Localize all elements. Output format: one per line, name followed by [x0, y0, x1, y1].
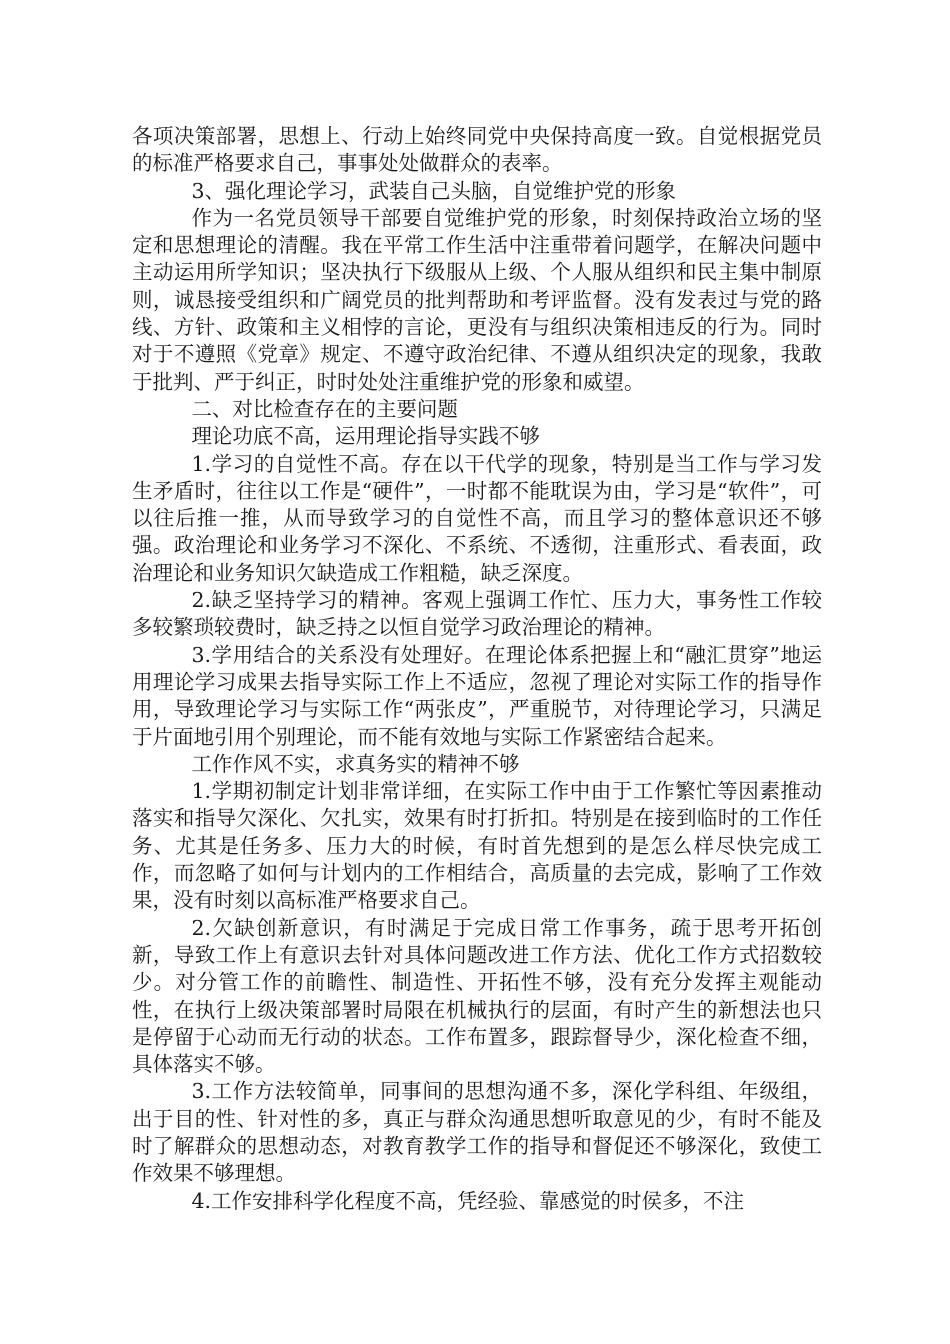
paragraph-1: 各项决策部署，思想上、行动上始终同党中央保持高度一致。自觉根据党员的标准严格要求自己，事事处处做群众的表率。 — [132, 124, 822, 176]
paragraph-work-4: 4.工作安排科学化程度不高，凭经验、靠感觉的时侯多，不注 — [191, 1188, 744, 1213]
paragraph-2: 作为一名党员领导干部要自觉维护党的形象，时刻保持政治立场的坚定和思想理论的清醒。我在平常工作生活中注重带着问题学，在解决问题中主动运用所学知识；坚决执行下级服从上级、个人服从组织和民主集中制原则，诚恳接受组织和广阔党员的批判帮助和考评监督。没有发表过与党的路线、方针、政策和主义相悖的言论，更没有与组织决策相违反的行为。同时对于不遵照《党章》规定、不遵守政治纪律、不遵从组织决定的现象，我敢于批判、严于纠正，时时处处注重维护党的形象和威望。 — [132, 205, 822, 394]
paragraph-work-2: 2.欠缺创新意识，有时满足于完成日常工作事务，疏于思考开拓创新，导致工作上有意识去针对具体问题改进工作方法、优化工作方式招数较少。对分管工作的前瞻性、制造性、开拓性不够，没有充分发挥主观能动性，在执行上级决策部署时局限在机械执行的层面，有时产生的新想法也只是停留于心动而无行动的状态。工作布置多，跟踪督导少，深化检查不细，具体落实不够。 — [132, 915, 822, 1077]
document-body — [132, 123, 822, 1215]
paragraph-item-3: 3.学用结合的关系没有处理好。在理论体系把握上和“融汇贯穿”地运用理论学习成果去指导实际工作上不适应，忽视了理论对实际工作的指导作用，导致理论学习与实际工作“两张皮”，严重脱节，对待理论学习，只满足于片面地引用个别理论，而不能有效地与实际工作紧密结合起来。 — [132, 642, 822, 749]
section-heading-3: 3、强化理论学习，武装自己头脑，自觉维护党的形象 — [191, 178, 676, 203]
subheading-theory: 理论功底不高，运用理论指导实践不够 — [191, 424, 540, 449]
subheading-work-style: 工作作风不实，求真务实的精神不够 — [191, 751, 520, 776]
paragraph-work-3: 3.工作方法较简单，同事间的思想沟通不多，深化学科组、年级组，出于目的性、针对性的多，真正与群众沟通思想听取意见的少，有时不能及时了解群众的思想动态，对教育教学工作的指导和督促还不够深化，致使工作效果不够理想。 — [132, 1079, 822, 1186]
paragraph-item-1: 1.学习的自觉性不高。存在以干代学的现象，特别是当工作与学习发生矛盾时，往往以工作是“硬件”，一时都不能耽误为由，学习是“软件”，可以往后推一推，从而导致学习的自觉性不高，而且学习的整体意识还不够强。政治理论和业务学习不深化、不系统、不透彻，注重形式、看表面，政治理论和业务知识欠缺造成工作粗糙，缺乏深度。 — [132, 451, 822, 585]
paragraph-item-2: 2.缺乏坚持学习的精神。客观上强调工作忙、压力大，事务性工作较多较繁琐较费时，缺乏持之以恒自觉学习政治理论的精神。 — [132, 588, 822, 640]
section-heading-2: 二、对比检查存在的主要问题 — [191, 396, 458, 421]
paragraph-work-1: 1.学期初制定计划非常详细，在实际工作中由于工作繁忙等因素推动落实和指导欠深化、欠扎实，效果有时打折扣。特别是在接到临时的工作任务、尤其是任务多、压力大的时候，有时首先想到的是怎么样尽快完成工作，而忽略了如何与计划内的工作相结合，高质量的去完成，影响了工作效果，没有时刻以高标准严格要求自己。 — [132, 779, 822, 913]
